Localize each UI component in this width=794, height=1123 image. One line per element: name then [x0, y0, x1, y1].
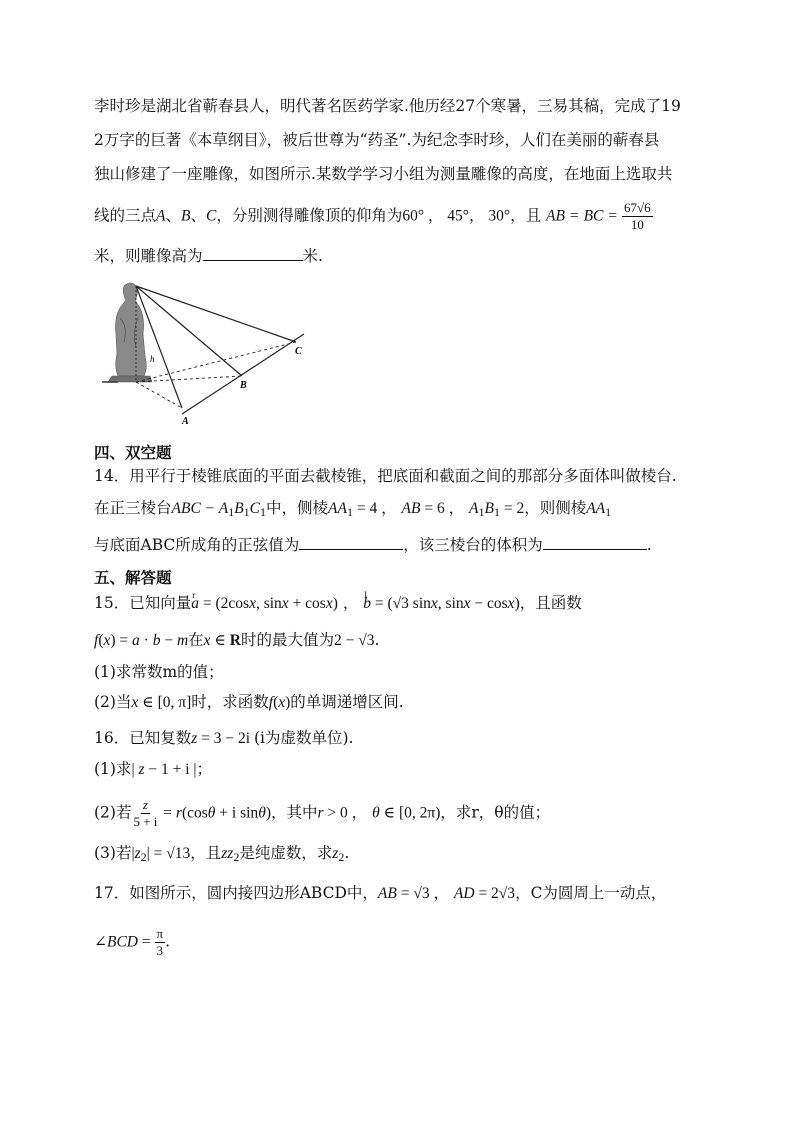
p14-text: ，则侧棱: [524, 499, 587, 517]
p16-q2: (2)若 $\frac{z}{5 + i}$ = r(cosθ + i sinθ)，其中r > 0 ， θ ∈ [0, 2π)，求r，θ的值；: [94, 797, 551, 829]
p17-text: 17．如图所示，圆内接四边形ABCD中，: [94, 884, 378, 902]
p16-q1: (1)求| z − 1 + i |；: [94, 760, 213, 778]
answer-blank[interactable]: [203, 244, 303, 261]
p13-text: ，且: [510, 206, 542, 225]
section-title-4: 四、双空题: [94, 444, 172, 462]
p14-line-1: 14．用平行于棱锥底面的平面去截棱锥，把底面和截面之间的那部分多面体叫做棱台.: [94, 467, 677, 485]
frustum-name: ABC − A1B1C1: [171, 500, 266, 519]
p16-q3: (3)若|z2| = √13，且zz2是纯虚数，求z2.: [94, 844, 350, 864]
fraction-pi-3: $\frac{\pi}{3}$: [156, 926, 164, 958]
statue-image: [108, 283, 152, 382]
p15-text: 时，求函数: [191, 693, 269, 711]
p15-q2: (2)当x ∈ [0, π]时，求函数f(x)的单调递增区间.: [94, 693, 404, 711]
p14-text: ，该三棱台的体积为: [403, 536, 543, 554]
p16-text: 16．已知复数: [94, 729, 192, 747]
p15-text: 15．已知向量: [94, 594, 192, 612]
p14-text: 在正三棱台: [94, 499, 172, 517]
p16-text: ，其中: [270, 803, 318, 822]
section-title-5: 五、解答题: [94, 569, 172, 587]
p13-text: 米，则雕像高为: [94, 247, 203, 265]
p16-text: ，求r，θ的值；: [440, 803, 551, 822]
p16-line-1: 16．已知复数z = 3 − 2i (i为虚数单位).: [94, 729, 354, 747]
ab-eq-bc: AB: [546, 207, 565, 225]
p16-text: (3)若: [94, 844, 132, 862]
p13-line-4: 线的三点A、B、C，分别测得雕像顶的仰角为60° ， 45°， 30°，且 AB = BC = $\frac{67√6}{10}$: [94, 200, 651, 232]
p17-line-2: ∠BCD = $\frac{\pi}{3}$ .: [94, 926, 171, 958]
answer-blank-2[interactable]: [543, 533, 647, 550]
p13-text: ，分别测得雕像顶的仰角为: [216, 206, 403, 225]
p15-text: 的单调递增区间.: [290, 693, 404, 711]
p13-line-5: [94, 244, 323, 267]
vector-b: l b: [363, 593, 371, 615]
p15-text: (2)当: [94, 693, 132, 711]
p16-text: (2)若: [94, 803, 132, 822]
p15-text: ，且函数: [519, 594, 582, 612]
p16-text: 是纯虚数，求: [239, 844, 333, 862]
p14-text: 中，侧棱: [266, 499, 329, 517]
elevation-angles: 60° ， 45°， 30°: [402, 207, 511, 225]
p13-line-2: 2万字的巨著《本草纲目》，被后世尊为“药圣”.为纪念李时珍，人们在美丽的蕲春县: [94, 131, 660, 149]
p16-text: (1)求: [94, 760, 132, 778]
distance-fraction: $\frac{67√6}{10}$: [624, 200, 651, 232]
p15-text: 时的最大值为: [241, 631, 335, 649]
label-a: A: [182, 416, 189, 427]
points-abc: A: [156, 207, 166, 225]
label-c: C: [295, 346, 302, 357]
p17-text: ，C为圆周上一动点，: [515, 884, 667, 902]
label-b: B: [240, 380, 247, 391]
p13-line-1: 李时珍是湖北省蕲春县人，明代著名医药学家.他历经27个寒暑，三易其稿，完成了19: [94, 97, 681, 115]
p16-text: ，且: [190, 844, 222, 862]
statue-figure: [98, 278, 308, 428]
p16-text: (i为虚数单位).: [253, 729, 354, 747]
fraction-z-over: $\frac{z}{5 + i}$: [133, 797, 158, 829]
p14-text: 与底面ABC所成角的正弦值为: [94, 536, 300, 554]
vector-a: r a: [191, 593, 199, 615]
p17-line-1: 17．如图所示，圆内接四边形ABCD中，AB = √3 ， AD = 2√3，C为圆周上一动点，: [94, 884, 667, 902]
p15-line-2: f(x) = a · b − m在x ∈ R时的最大值为2 − √3.: [94, 631, 380, 649]
p15-line-1: 15．已知向量r a = (2cosx, sinx + cosx) ， l b = (√3 sinx, sinx − cosx)，且函数: [94, 592, 582, 615]
p14-line-3: 与底面ABC所成角的正弦值为 ，该三棱台的体积为 .: [94, 533, 652, 556]
p13-text: 线的三点: [94, 206, 157, 225]
p16-text: .: [344, 844, 350, 862]
label-h: h: [150, 354, 155, 364]
edge-aa1: AA1: [328, 500, 353, 519]
p13-line-3: 独山修建了一座雕像，如图所示.某数学学习小组为测量雕像的高度，在地面上选取共: [94, 165, 673, 183]
p14-line-2: 在正三棱台ABC − A1B1C1中，侧棱AA1 = 4 ， AB = 6 ， A1B1 = 2，则侧棱AA1: [94, 499, 612, 519]
answer-blank-1[interactable]: [299, 533, 403, 550]
ground-line: [182, 334, 304, 414]
p15-text: 在: [188, 631, 204, 649]
p15-q1: (1)求常数m的值；: [94, 663, 224, 681]
p13-text: 米.: [302, 247, 323, 265]
